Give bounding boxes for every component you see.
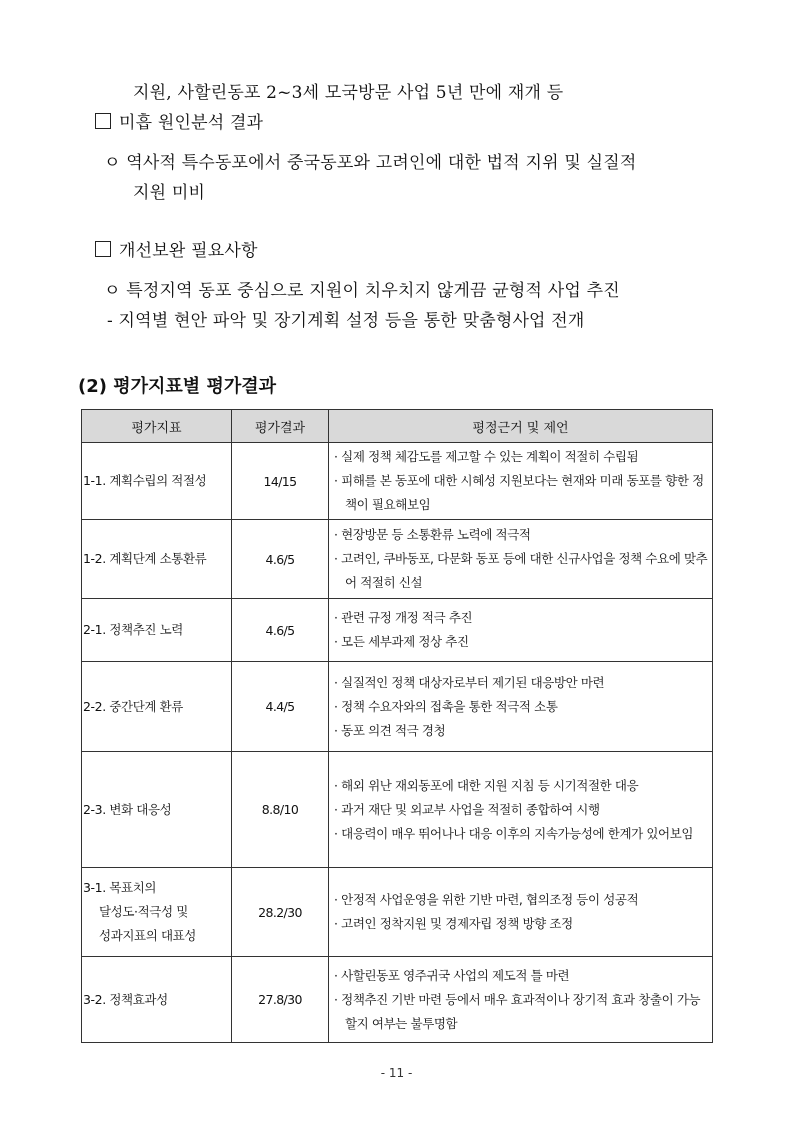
indicator-cell: 1-1. 계획수립의 적절성 <box>82 443 232 520</box>
page-number: - 11 - <box>380 1066 413 1080</box>
header-notes: 평정근거 및 제언 <box>329 410 713 443</box>
section-title: 미흡 원인분석 결과 <box>119 113 264 133</box>
continued-text: 지원, 사할린동포 2~3세 모국방문 사업 5년 만에 재개 등 <box>133 83 564 103</box>
notes-cell: · 안정적 사업운영을 위한 기반 마련, 협의조정 등이 성공적 · 고려인 정착지원 및 경제자립 정책 방향 조정 <box>329 868 713 957</box>
checkbox-square-icon <box>95 241 111 257</box>
table-row <box>82 443 713 520</box>
table-row <box>82 868 713 957</box>
result-cell: 4.6/5 <box>232 520 329 599</box>
section-improvement <box>95 236 258 261</box>
indicator-cell: 2-2. 중간단계 환류 <box>82 662 232 752</box>
result-cell: 4.4/5 <box>232 662 329 752</box>
table-row <box>82 520 713 599</box>
notes-cell: · 관련 규정 개정 적극 추진 · 모든 세부과제 정상 추진 <box>329 599 713 662</box>
section-title: 개선보완 필요사항 <box>119 241 258 261</box>
result-cell: 14/15 <box>232 443 329 520</box>
indicator-cell: 3-1. 목표치의 달성도·적극성 및 성과지표의 대표성 <box>82 868 232 957</box>
indicator-cell: 2-3. 변화 대응성 <box>82 752 232 868</box>
bullet-cause-cont: 지원 미비 <box>133 183 206 203</box>
result-cell: 27.8/30 <box>232 957 329 1043</box>
notes-cell: · 실질적인 정책 대상자로부터 제기된 대응방안 마련 · 정책 수요자와의 접촉을 통한 적극적 소통 · 동포 의견 적극 경청 <box>329 662 713 752</box>
bullet-cause: ㅇ 역사적 특수동포에서 중국동포와 고려인에 대한 법적 지위 및 실질적 <box>104 153 637 173</box>
table-row <box>82 957 713 1043</box>
checkbox-square-icon <box>95 113 111 129</box>
indicator-cell: 1-2. 계획단계 소통환류 <box>82 520 232 599</box>
notes-cell: · 사할린동포 영주귀국 사업의 제도적 틀 마련 · 정책추진 기반 마련 등에서 매우 효과적이나 장기적 효과 창출이 가능할지 여부는 불투명함 <box>329 957 713 1043</box>
header-indicator: 평가지표 <box>82 410 232 443</box>
indicator-cell: 3-2. 정책효과성 <box>82 957 232 1043</box>
header-result: 평가결과 <box>232 410 329 443</box>
section-cause-analysis <box>95 108 263 133</box>
table-row <box>82 662 713 752</box>
notes-cell: · 해외 위난 재외동포에 대한 지원 지침 등 시기적절한 대응 · 과거 재단 및 외교부 사업을 적절히 종합하여 시행 · 대응력이 매우 뛰어나나 대응 이후의 지속가능성에 한계가 있어보임 <box>329 752 713 868</box>
table-header-row <box>82 410 713 443</box>
evaluation-table <box>81 409 713 1043</box>
result-cell: 8.8/10 <box>232 752 329 868</box>
notes-cell: · 현장방문 등 소통환류 노력에 적극적 · 고려인, 쿠바동포, 다문화 동포 등에 대한 신규사업을 정책 수요에 맞추어 적절히 신설 <box>329 520 713 599</box>
result-cell: 28.2/30 <box>232 868 329 957</box>
notes-cell: · 실제 정책 체감도를 제고할 수 있는 계획이 적절히 수립됨 · 피해를 본 동포에 대한 시혜성 지원보다는 현재와 미래 동포를 향한 정책이 필요해보임 <box>329 443 713 520</box>
indicator-cell: 2-1. 정책추진 노력 <box>82 599 232 662</box>
table-row <box>82 752 713 868</box>
bullet-improvement: ㅇ 특정지역 동포 중심으로 지원이 치우치지 않게끔 균형적 사업 추진 <box>104 281 620 301</box>
dash-item: - 지역별 현안 파악 및 장기계획 설정 등을 통한 맞춤형사업 전개 <box>107 311 585 331</box>
table-row <box>82 599 713 662</box>
result-cell: 4.6/5 <box>232 599 329 662</box>
section-heading: (2) 평가지표별 평가결과 <box>78 376 277 397</box>
